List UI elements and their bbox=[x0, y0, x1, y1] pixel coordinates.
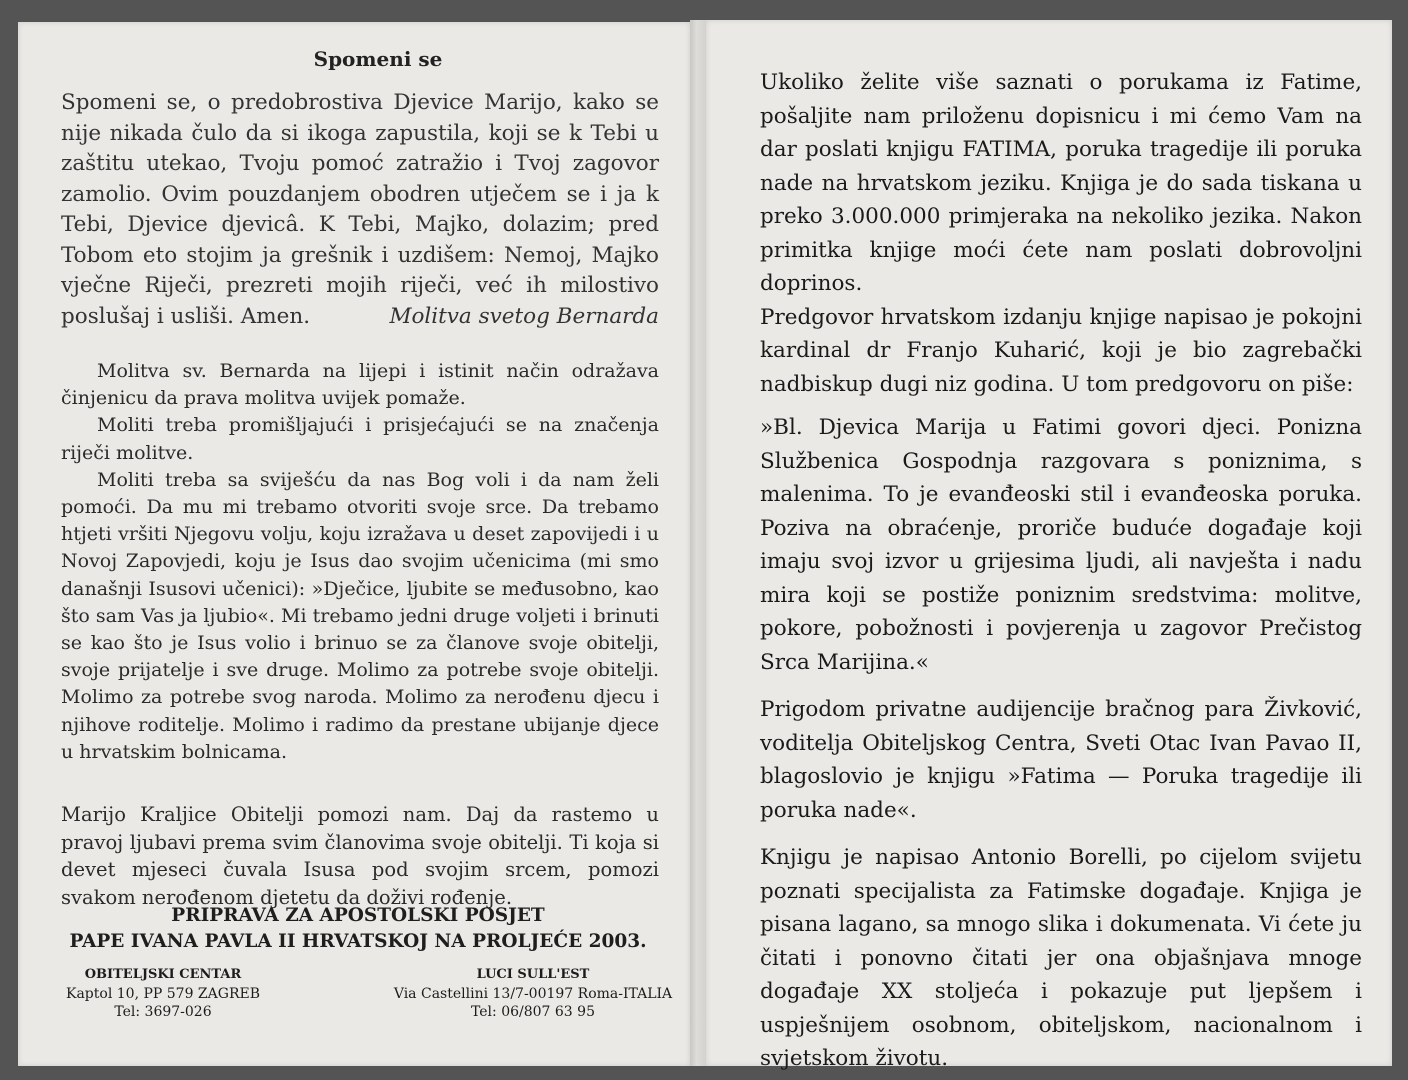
info-paragraph: Ukoliko želite više saznati o porukama iz Fatime, pošaljite nam priloženu dopisnicu i mi ćemo Vam na dar poslati knjigu FATIMA, poruka tragedije ili poruka nade na hrvatskom jeziku. Knjiga je do sada tiskana u preko 3.000.000 primjeraka na nekoliko jezika. Nakon primitka knjige moći ćete nam poslati dobrovoljni doprinos. bbox=[760, 70, 1362, 296]
announcement-line: PRIPRAVA ZA APOSTOLSKI POSJET bbox=[171, 905, 545, 926]
contact-address: Kaptol 10, PP 579 ZAGREB bbox=[66, 985, 260, 1002]
contact-phone: Tel: 3697-026 bbox=[114, 1004, 212, 1020]
quote-paragraph: »Bl. Djevica Marija u Fatimi govori djeci. Ponizna Službenica Gospodnja razgovara s poniznima, s malenima. To je evanđeoski stil i evanđeoska poruka. Poziva na obraćenje, proriče buduće događaje koji imaju svoj izvor u grijesima ljudi, ali navješta i nadu mira koji se postiže poniznim sredstvima: molitve, pokore, pobožnosti i povjerenja u zagovor Prečistog Srca Marijina.« bbox=[760, 415, 1362, 675]
prayer-text bbox=[61, 88, 659, 332]
book-info-text bbox=[760, 66, 1362, 1076]
left-page bbox=[18, 22, 690, 1066]
closing-prayer: Marijo Kraljice Obitelji pomozi nam. Daj da rastemo u pravoj ljubavi prema svim članovima svoje obitelji. Ti koja si devet mjeseci čuvala Isusa pod svojim srcem, pomozi svakom nerođenom djetetu da doživi rođenje. bbox=[61, 803, 659, 909]
contact-name: OBITELJSKI CENTAR bbox=[84, 967, 242, 982]
prayer-body: Spomeni se, o predobrostiva Djevice Marijo, kako se nije nikada čulo da si ikoga zapustila, koji se k Tebi u zaštitu utekao, Tvoju pomoć zatražio i Tvoj zagovor zamolio. Ovim pouzdanjem obodren utječem se i ja k Tebi, Djevice djevicâ. K Tebi, Majko, dolazim; pred Tobom eto stojim ja grešnik i uzdišem: Nemoj, Majko vječne Riječi, prezreti mojih riječi, već ih milostivo poslušaj i usliši. Amen. bbox=[61, 90, 659, 329]
contact-address: Via Castellini 13/7-00197 Roma-ITALIA bbox=[393, 985, 673, 1002]
info-paragraph: Prigodom privatne audijencije bračnog para Živković, voditelja Obiteljskog Centra, Sveti Otac Ivan Pavao II, blagoslovio je knjigu »Fatima — Poruka tragedije ili poruka nade«. bbox=[760, 697, 1362, 823]
contact-obiteljski-centar bbox=[48, 966, 278, 1022]
announcement-line: PAPE IVANA PAVLA II HRVATSKOJ NA PROLJEĆE 2003. bbox=[69, 931, 647, 952]
commentary-paragraph: Moliti treba sa sviješću da nas Bog voli i da nam želi pomoći. Da mu mi trebamo otvoriti svoje srce. Da trebamo htjeti vršiti Njegovu volju, koju izražava u deset zapovijedi i u Novoj Zapovjedi, koju je Isus dao svojim učenicima (mi smo današnji Isusovi učenici): »Dječice, ljubite se međusobno, kao što sam Vas ja ljubio«. Mi trebamo jedni druge voljeti i brinuti se kao što je Isus volio i brinuo se za članove svoje obitelji, svoje prijatelje i sve druge. Molimo za potrebe svoje obitelji. Molimo za potrebe svog naroda. Molimo za nerođenu djecu i njihove roditelje. Molimo i radimo da prestane ubijanje djece u hrvatskim bolnicama. bbox=[61, 468, 659, 763]
info-paragraph: Predgovor hrvatskom izdanju knjige napisao je pokojni kardinal dr Franjo Kuharić, koji je bio zagrebački nadbiskup dugi niz godina. U tom predgovoru on piše: bbox=[760, 304, 1362, 397]
page-fold bbox=[690, 20, 706, 1066]
prayer-signature: Molitva svetog Bernarda bbox=[389, 303, 659, 329]
right-page bbox=[706, 20, 1392, 1071]
info-paragraph: Knjigu je napisao Antonio Borelli, po cijelom svijetu poznati specijalista za Fatimske događaje. Knjiga je pisana lagano, sa mnogo slika i dokumenata. Vi ćete ju čitati i ponovno čitati jer ona objašnjava mnoge događaje XX stoljeća i pokazuje put ljepšem i uspješnijem osobnom, obiteljskom, nacionalnom i svjetskom životu. bbox=[760, 845, 1362, 1071]
commentary bbox=[61, 358, 659, 766]
announcement bbox=[18, 903, 698, 955]
commentary-paragraph: Molitva sv. Bernarda na lijepi i istinit način odražava činjenicu da prava molitva uvijek pomaže. bbox=[61, 360, 659, 410]
contact-phone: Tel: 06/807 63 95 bbox=[471, 1004, 595, 1020]
contact-luci-sullest bbox=[388, 966, 678, 1022]
prayer-title: Spomeni se bbox=[313, 47, 443, 71]
contact-name: LUCI SULL'EST bbox=[476, 967, 590, 982]
commentary-paragraph: Moliti treba promišljajući i prisjećajući se na značenja riječi molitve. bbox=[61, 414, 659, 464]
